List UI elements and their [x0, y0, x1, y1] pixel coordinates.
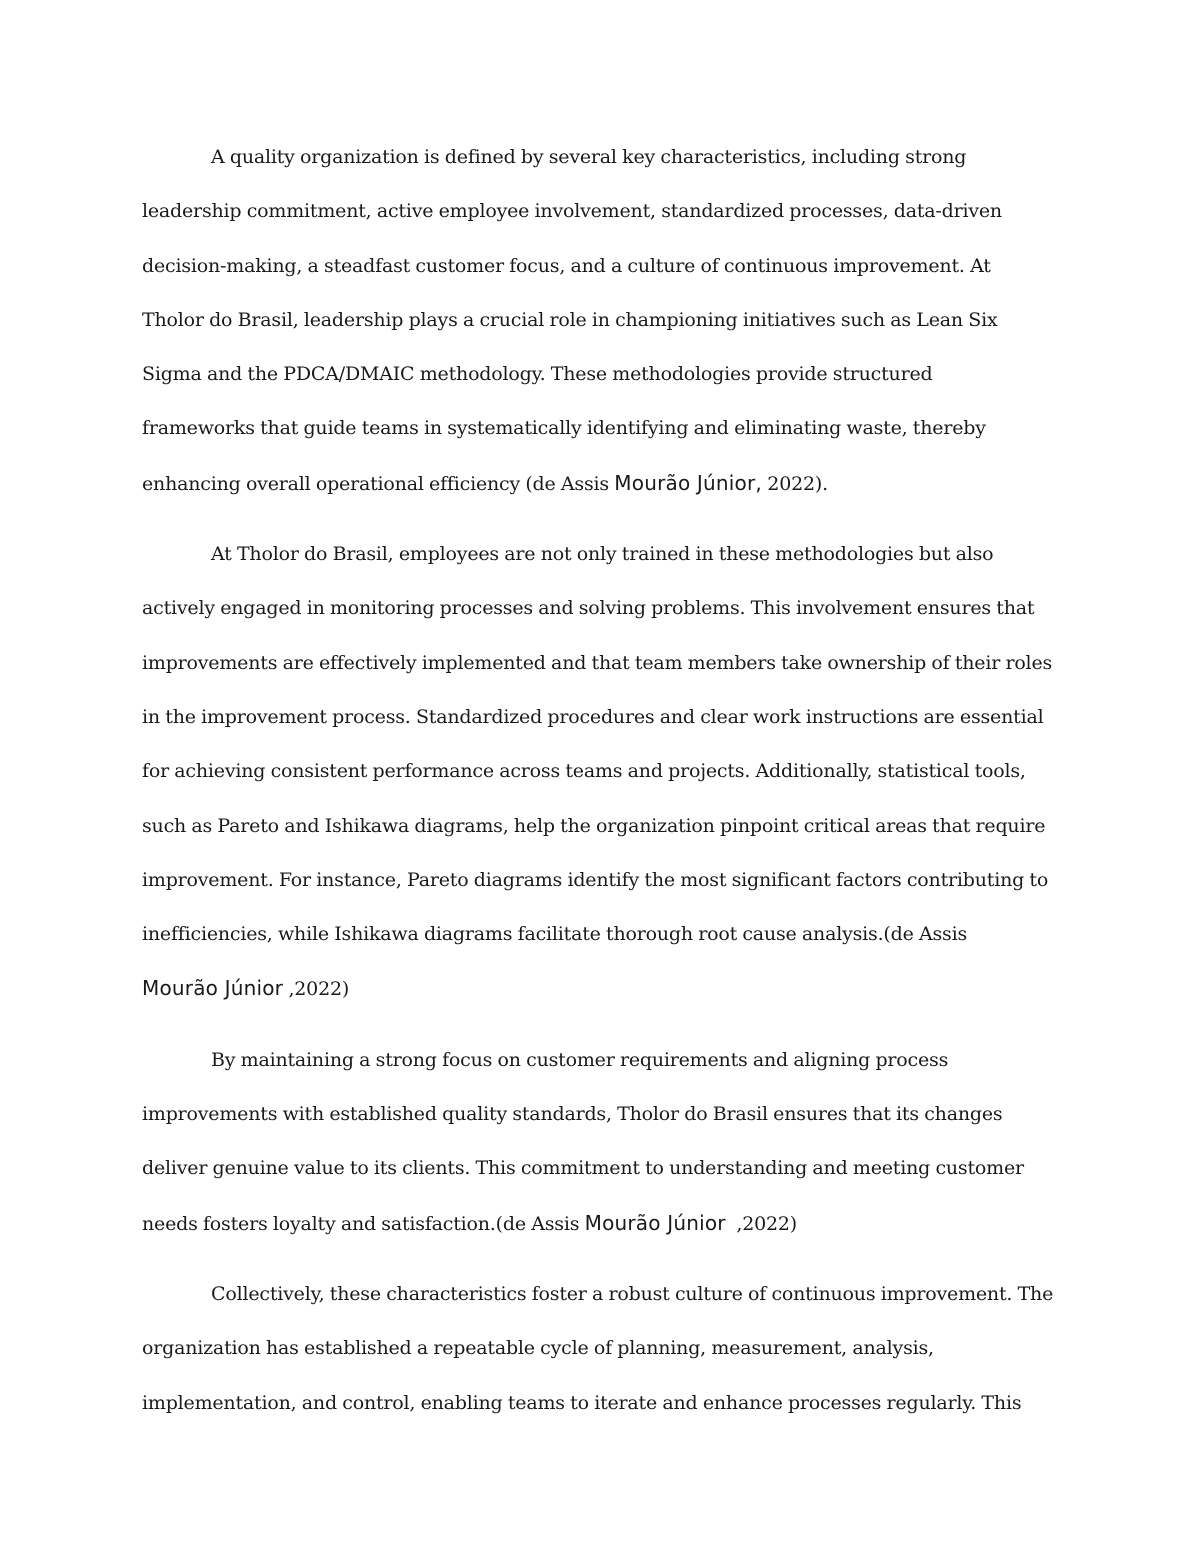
document-body [142, 130, 1062, 1430]
citation-text-after: ,2022) [725, 1212, 798, 1235]
paragraph-2 [142, 527, 1062, 1017]
text-line: such as Pareto and Ishikawa diagrams, help the organization pinpoint critical areas that require [142, 814, 1046, 837]
citation-line [142, 1196, 1062, 1251]
text-line: At Tholor do Brasil, employees are not only trained in these methodologies but also [211, 543, 994, 566]
citation-author: Mourão Júnior, [614, 470, 762, 495]
text-line: organization has established a repeatable cycle of planning, measurement, analysis, [142, 1337, 934, 1360]
text-line: inefficiencies, while Ishikawa diagrams facilitate thorough root cause analysis.(de Assis [142, 923, 968, 946]
text-line: leadership commitment, active employee involvement, standardized processes, data-driven [142, 200, 1002, 223]
text-line: decision-making, a steadfast customer focus, and a culture of continuous improvement. At [142, 254, 991, 277]
text-line: Collectively, these characteristics foster a robust culture of continuous improvement. The [211, 1282, 1054, 1305]
text-line: A quality organization is defined by several key characteristics, including strong [211, 146, 967, 168]
text-line: improvement. For instance, Pareto diagrams identify the most significant factors contributing to [142, 868, 1049, 891]
text-line: Tholor do Brasil, leadership plays a crucial role in championing initiatives such as Lean Six [142, 308, 998, 331]
citation-text-before: enhancing overall operational efficiency (de Assis [142, 472, 615, 495]
paragraph-1 [142, 130, 1062, 511]
citation-line [142, 456, 1062, 511]
text-line: improvements with established quality standards, Tholor do Brasil ensures that its changes [142, 1103, 1003, 1126]
text-line: for achieving consistent performance across teams and projects. Additionally, statistical tools, [142, 760, 1026, 783]
paragraph-4 [142, 1267, 1062, 1430]
paragraph-3 [142, 1033, 1062, 1251]
citation-text-before: needs fosters loyalty and satisfaction.(de Assis [142, 1212, 585, 1235]
text-line: implementation, and control, enabling teams to iterate and enhance processes regularly. This [142, 1391, 1022, 1414]
text-line: in the improvement process. Standardized procedures and clear work instructions are essential [142, 705, 1044, 728]
citation-author: Mourão Júnior [584, 1210, 726, 1235]
text-line: actively engaged in monitoring processes and solving problems. This involvement ensures that [142, 597, 1035, 620]
text-line: frameworks that guide teams in systematically identifying and eliminating waste, thereby [142, 417, 986, 440]
citation-text-after: ,2022) [283, 978, 350, 1001]
citation-author: Mourão Júnior [142, 976, 284, 1001]
text-line: By maintaining a strong focus on customer requirements and aligning process [211, 1048, 949, 1071]
citation-text-after: 2022). [761, 472, 828, 495]
citation-line [142, 961, 1062, 1016]
text-line: deliver genuine value to its clients. This commitment to understanding and meeting customer [142, 1157, 1024, 1180]
text-line: Sigma and the PDCA/DMAIC methodology. These methodologies provide structured [142, 363, 933, 386]
text-line: improvements are effectively implemented and that team members take ownership of their roles [142, 651, 1053, 674]
